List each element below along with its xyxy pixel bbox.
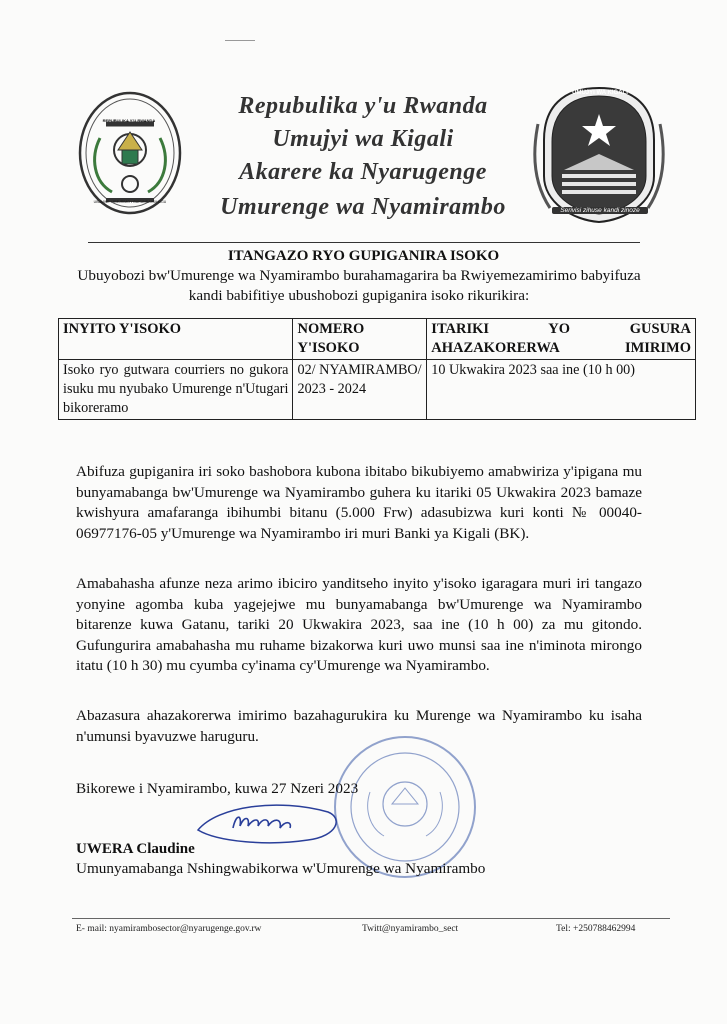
signatory-name: UWERA Claudine <box>76 841 195 857</box>
header-city: Umujyi wa Kigali <box>272 126 454 152</box>
paragraph-site-visit: Abazasura ahazakorerwa imirimo bazahagurukira ku Murenge wa Nyamirambo ku isaha n'umunsi byavuzwe haruguru. <box>76 707 642 745</box>
rwanda-coat-of-arms-icon <box>76 88 184 218</box>
header-district: Akarere ka Nyarugenge <box>239 159 487 185</box>
table-cell-itariki: 10 Ukwakira 2023 saa ine (10 h 00) <box>427 360 696 420</box>
tender-table <box>58 318 696 420</box>
footer-twitter: Twitt@nyamirambo_sect <box>362 924 459 934</box>
header-republic: Repubulika y'u Rwanda <box>238 93 488 119</box>
table-row <box>59 360 696 420</box>
table-header-row <box>59 319 696 360</box>
table-header-inyito: INYITO Y'ISOKO <box>59 319 293 360</box>
header-divider <box>88 242 640 243</box>
document-title: ITANGAZO RYO GUPIGANIRA ISOKO <box>227 248 500 264</box>
paragraph-submission: Amabahasha afunze neza arimo ibiciro yanditseho inyito y'isoko igaragara muri iri tangazo yonyine agomba kuba yagejejwe mu bunyamabanga bw'Umurenge wa Nyamirambo bitarenze kuwa Gatanu, tariki 20 Ukwakira 2023, saa ine (10 h 00) za mu gitondo. Gufungurira amabahasha mu ruhame bizakorwa kuri uwo munsi saa ine n'iminota mirongo itatu (10 h 30) mu cyumba cy'inama cy'Umurenge wa Nyamirambo. <box>76 575 642 675</box>
footer-divider <box>72 918 670 919</box>
left-emblem-top-text: REPUBULIKA Y'U RWANDA <box>102 118 156 123</box>
table-header-nomero: NOMERO Y'ISOKO <box>293 319 427 360</box>
kigali-city-emblem-icon <box>532 84 666 226</box>
place-date: Bikorewe i Nyamirambo, kuwa 27 Nzeri 2023 <box>76 780 359 797</box>
scan-mark <box>225 40 255 41</box>
right-emblem-top-text: UMUJYI WA KIGALI <box>572 90 628 96</box>
right-emblem-motto: Serivisi zihuse kandi zinoze <box>552 207 648 214</box>
table-cell-inyito: Isoko ryo gutwara courriers no gukora isuku mu nyubako Umurenge n'Utugari bikoreramo <box>59 360 293 420</box>
left-emblem-bottom-text: UBUMWE • UMURIMO • GUKUNDA IGIHUGU <box>93 200 167 204</box>
header-sector: Umurenge wa Nyamirambo <box>220 194 506 220</box>
paragraph-documents: Abifuza gupiganira iri soko bashobora kubona ibitabo bikubiyemo amabwiriza y'ipigana mu bunyamabanga bw'Umurenge wa Nyamirambo guhera ku itariki 05 Ukwakira 2023 bamaze kwishyura amafaranga ibihumbi bitanu (5.000 Frw) adasubizwa kuri konti № 00040- 06977176-05 y'Umurenge wa Nyamirambo iri muri Banki ya Kigali (BK). <box>76 463 642 542</box>
table-header-itariki: ITARIKI YO GUSURA AHAZAKORERWA IMIRIMO <box>427 319 696 360</box>
signature-icon <box>178 790 358 850</box>
footer-email: E- mail: nyamirambosector@nyarugenge.gov.rw <box>76 924 262 934</box>
table-cell-nomero: 02/ NYAMIRAMBO/ 2023 - 2024 <box>293 360 427 420</box>
signatory-role: Umunyamabanga Nshingwabikorwa w'Umurenge wa Nyamirambo <box>76 860 486 877</box>
footer-phone: Tel: +250788462994 <box>556 924 636 934</box>
intro-paragraph: Ubuyobozi bw'Umurenge wa Nyamirambo burahamagarira ba Rwiyemezamirimo babyifuza kandi babifitiye ubushobozi gupiganira isoko rikurikira: <box>77 267 641 304</box>
